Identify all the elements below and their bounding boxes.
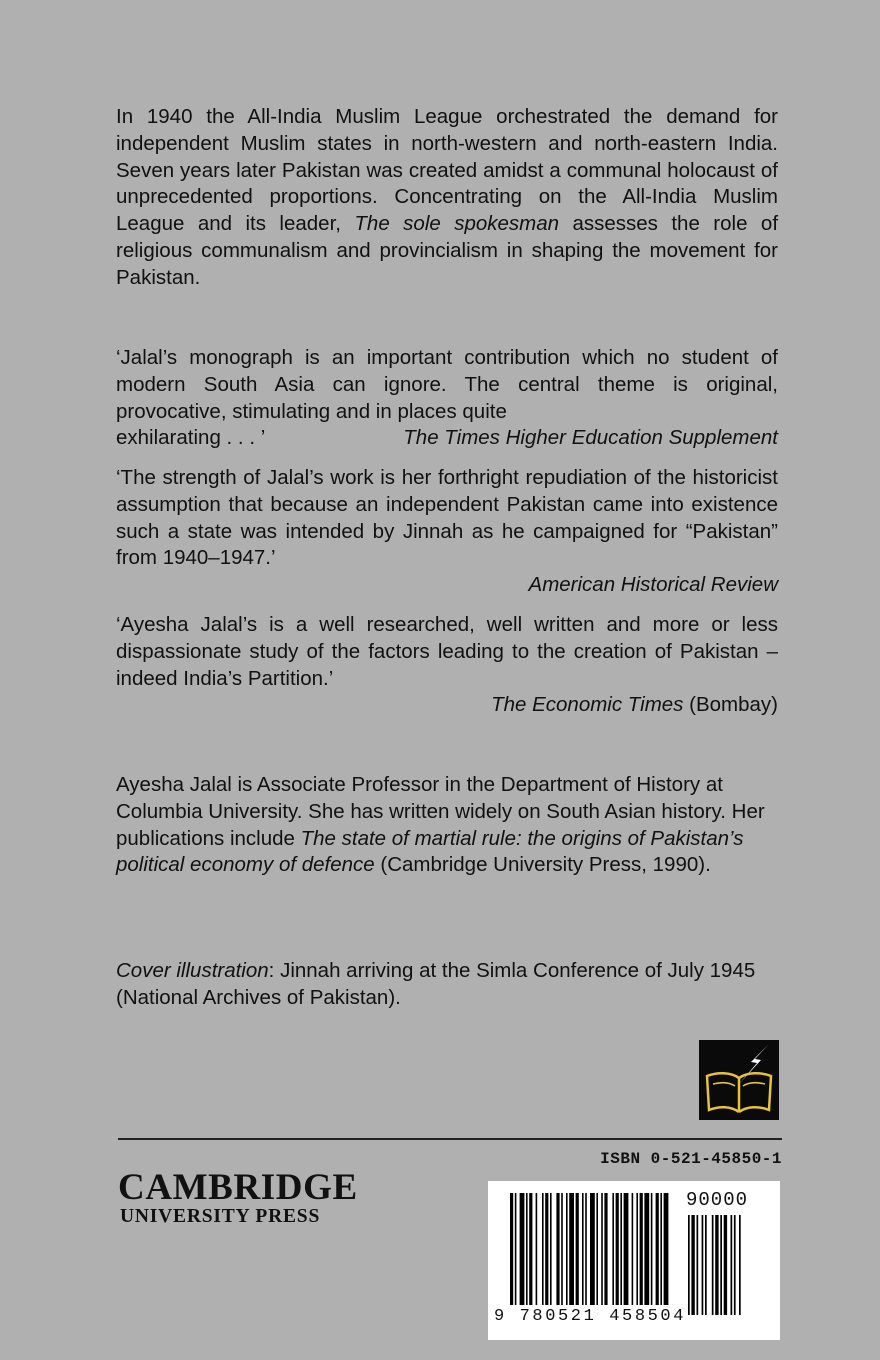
bio-text-post: (Cambridge University Press, 1990). <box>374 853 711 877</box>
bio-text: Ayesha Jalal is Associate Professor in the Department of History at Columbia University. She has written widely on South Asian history. Her publications include <box>116 773 765 850</box>
quote-text: ‘Jalal’s monograph is an important contribution which no student of modern South Asia can ignore. The central theme is original, provocative, stimulating and in places quite <box>116 346 778 423</box>
quote-source: The Economic Times <box>491 693 684 717</box>
blurb-paragraph <box>116 104 778 292</box>
publisher-name: CAMBRIDGE <box>118 1167 358 1208</box>
author-bio <box>116 772 778 879</box>
divider-rule <box>118 1138 782 1140</box>
book-title: The sole spokesman <box>354 212 560 236</box>
review-quote-1 <box>116 345 778 452</box>
bio-book-title: The state of martial rule: the origins of Pakistan’s political economy of defence <box>116 826 744 877</box>
review-quote-3 <box>116 612 778 719</box>
quote-source-suffix: (Bombay) <box>683 693 778 717</box>
isbn: ISBN 0-521-45850-1 <box>600 1150 782 1168</box>
quote-source: The Times Higher Education Supplement <box>403 426 778 450</box>
barcode-ean-digits: 9 780521 458504 <box>494 1307 687 1326</box>
review-quote-2 <box>116 465 778 599</box>
blurb-text: In 1940 the All-India Muslim League orchestrated the demand for independent Muslim states in north-western and north-eastern India. Seven years later Pakistan was created amidst a communal holocaust of unprecedented proportions. Concentrating on the All-India Muslim League and its leader, <box>116 105 778 236</box>
barcode <box>488 1181 780 1340</box>
open-book-lightning-icon <box>699 1040 779 1120</box>
quote-tail: exhilarating . . . ’ <box>116 426 266 450</box>
barcode-price-code: 90000 <box>686 1189 749 1211</box>
cover-credit-text: : Jinnah arriving at the Simla Conference of July 1945 (National Archives of Pakistan). <box>116 959 756 1009</box>
cover-credit-label: Cover illustration <box>116 959 269 982</box>
quote-source: American Historical Review <box>528 573 778 597</box>
cover-credit <box>116 958 778 1012</box>
quote-text: ‘Ayesha Jalal’s is a well researched, well written and more or less dispassionate study of the factors leading to the creation of Pakistan – indeed India’s Partition.’ <box>116 613 778 690</box>
quote-text: ‘The strength of Jalal’s work is her forthright repudiation of the historicist assumption that because an independent Pakistan came into existence such a state was intended by Jinnah as he campaigned for “Pakistan” from 1940–1947.’ <box>116 466 778 570</box>
blurb-text-rest: assesses the role of religious communalism and provincialism in shaping the movement for Pakistan. <box>116 212 779 289</box>
publisher-subtitle: UNIVERSITY PRESS <box>120 1206 321 1227</box>
